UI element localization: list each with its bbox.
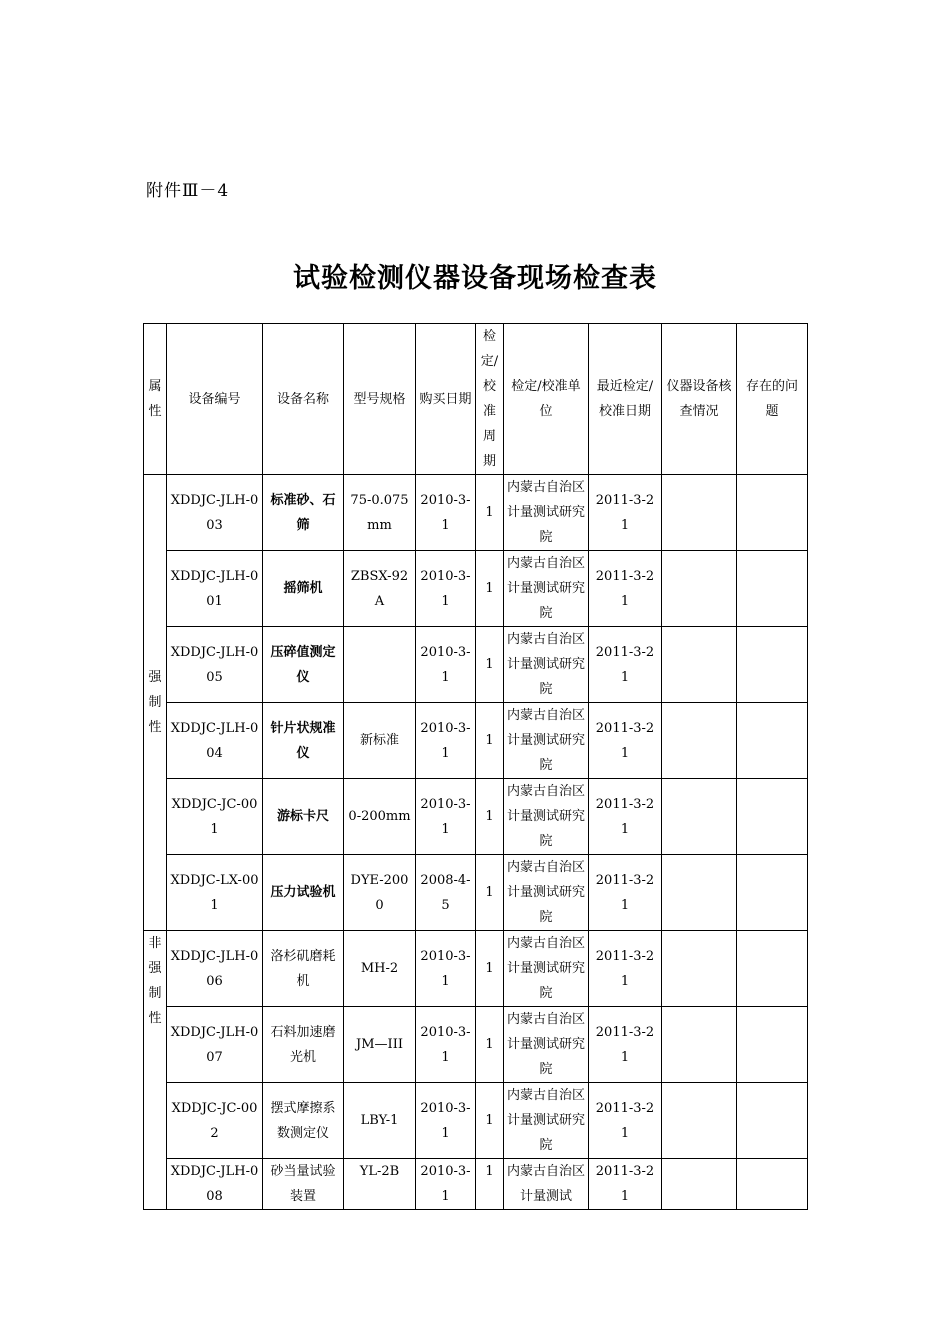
calibration-period: 1 bbox=[476, 1083, 504, 1159]
calibration-unit: 内蒙古自治区计量测试研究院 bbox=[504, 475, 589, 551]
equipment-code: XDDJC-JLH-007 bbox=[167, 1007, 263, 1083]
equipment-code: XDDJC-JLH-001 bbox=[167, 551, 263, 627]
inspection-status bbox=[662, 627, 737, 703]
equipment-name: 游标卡尺 bbox=[263, 779, 344, 855]
header-purchase-date: 购买日期 bbox=[416, 324, 476, 475]
table-body bbox=[144, 324, 808, 1210]
last-calibration-date: 2011-3-21 bbox=[589, 779, 662, 855]
purchase-date: 2010-3-1 bbox=[416, 1083, 476, 1159]
purchase-date: 2010-3-1 bbox=[416, 551, 476, 627]
model-spec: LBY-1 bbox=[344, 1083, 416, 1159]
equipment-code: XDDJC-LX-001 bbox=[167, 855, 263, 931]
equipment-name: 压力试验机 bbox=[263, 855, 344, 931]
model-spec: YL-2B bbox=[344, 1159, 416, 1210]
equipment-name: 摆式摩擦系数测定仪 bbox=[263, 1083, 344, 1159]
calibration-unit: 内蒙古自治区计量测试研究院 bbox=[504, 551, 589, 627]
page-title: 试验检测仪器设备现场检查表 bbox=[293, 263, 657, 294]
problems bbox=[737, 627, 808, 703]
purchase-date: 2008-4-5 bbox=[416, 855, 476, 931]
model-spec: 0-200mm bbox=[344, 779, 416, 855]
header-inspection: 仪器设备核查情况 bbox=[662, 324, 737, 475]
table-row bbox=[144, 855, 808, 931]
calibration-unit: 内蒙古自治区计量测试研究院 bbox=[504, 931, 589, 1007]
model-spec: DYE-2000 bbox=[344, 855, 416, 931]
equipment-name: 摇筛机 bbox=[263, 551, 344, 627]
model-spec: JM—III bbox=[344, 1007, 416, 1083]
equipment-code: XDDJC-JC-002 bbox=[167, 1083, 263, 1159]
calibration-unit: 内蒙古自治区计量测试研究院 bbox=[504, 855, 589, 931]
calibration-period: 1 bbox=[476, 627, 504, 703]
equipment-name: 砂当量试验装置 bbox=[263, 1159, 344, 1210]
header-last-date: 最近检定/校准日期 bbox=[589, 324, 662, 475]
last-calibration-date: 2011-3-21 bbox=[589, 703, 662, 779]
calibration-unit: 内蒙古自治区计量测试研究院 bbox=[504, 627, 589, 703]
header-row bbox=[144, 324, 808, 475]
last-calibration-date: 2011-3-21 bbox=[589, 627, 662, 703]
model-spec: 75-0.075mm bbox=[344, 475, 416, 551]
group-non-mandatory: 非强制性 bbox=[144, 931, 167, 1210]
last-calibration-date: 2011-3-21 bbox=[589, 475, 662, 551]
equipment-code: XDDJC-JLH-006 bbox=[167, 931, 263, 1007]
problems bbox=[737, 931, 808, 1007]
model-spec: MH-2 bbox=[344, 931, 416, 1007]
equipment-name: 石料加速磨光机 bbox=[263, 1007, 344, 1083]
last-calibration-date: 2011-3-21 bbox=[589, 855, 662, 931]
table-row bbox=[144, 1159, 808, 1210]
table-row bbox=[144, 703, 808, 779]
table-row bbox=[144, 779, 808, 855]
problems bbox=[737, 1007, 808, 1083]
calibration-unit: 内蒙古自治区计量测试研究院 bbox=[504, 703, 589, 779]
equipment-code: XDDJC-JC-001 bbox=[167, 779, 263, 855]
table-row bbox=[144, 551, 808, 627]
inspection-table bbox=[143, 323, 808, 1210]
group-mandatory: 强制性 bbox=[144, 475, 167, 931]
last-calibration-date: 2011-3-21 bbox=[589, 551, 662, 627]
last-calibration-date: 2011-3-21 bbox=[589, 1083, 662, 1159]
problems bbox=[737, 1083, 808, 1159]
model-spec: 新标准 bbox=[344, 703, 416, 779]
model-spec: ZBSX-92A bbox=[344, 551, 416, 627]
calibration-period: 1 bbox=[476, 779, 504, 855]
inspection-status bbox=[662, 855, 737, 931]
calibration-period: 1 bbox=[476, 1007, 504, 1083]
purchase-date: 2010-3-1 bbox=[416, 931, 476, 1007]
annex-label: 附件Ⅲ－4 bbox=[146, 181, 230, 201]
problems bbox=[737, 779, 808, 855]
header-problems: 存在的问题 bbox=[737, 324, 808, 475]
problems bbox=[737, 475, 808, 551]
purchase-date: 2010-3-1 bbox=[416, 1007, 476, 1083]
inspection-status bbox=[662, 931, 737, 1007]
last-calibration-date: 2011-3-21 bbox=[589, 931, 662, 1007]
table-row bbox=[144, 1007, 808, 1083]
header-code: 设备编号 bbox=[167, 324, 263, 475]
inspection-status bbox=[662, 779, 737, 855]
calibration-period: 1 bbox=[476, 551, 504, 627]
header-unit: 检定/校准单位 bbox=[504, 324, 589, 475]
purchase-date: 2010-3-1 bbox=[416, 1159, 476, 1210]
purchase-date: 2010-3-1 bbox=[416, 475, 476, 551]
problems bbox=[737, 703, 808, 779]
header-period: 检定/校准周期 bbox=[476, 324, 504, 475]
inspection-status bbox=[662, 551, 737, 627]
equipment-name: 洛杉矶磨耗机 bbox=[263, 931, 344, 1007]
inspection-status bbox=[662, 703, 737, 779]
table-row bbox=[144, 627, 808, 703]
inspection-status bbox=[662, 1083, 737, 1159]
equipment-code: XDDJC-JLH-005 bbox=[167, 627, 263, 703]
last-calibration-date: 2011-3-21 bbox=[589, 1007, 662, 1083]
purchase-date: 2010-3-1 bbox=[416, 703, 476, 779]
last-calibration-date: 2011-3-21 bbox=[589, 1159, 662, 1210]
equipment-code: XDDJC-JLH-003 bbox=[167, 475, 263, 551]
problems bbox=[737, 1159, 808, 1210]
model-spec bbox=[344, 627, 416, 703]
table-row bbox=[144, 1083, 808, 1159]
calibration-period: 1 bbox=[476, 475, 504, 551]
calibration-unit: 内蒙古自治区计量测试研究院 bbox=[504, 1007, 589, 1083]
calibration-period: 1 bbox=[476, 703, 504, 779]
equipment-name: 压碎值测定仪 bbox=[263, 627, 344, 703]
purchase-date: 2010-3-1 bbox=[416, 627, 476, 703]
header-name: 设备名称 bbox=[263, 324, 344, 475]
calibration-period: 1 bbox=[476, 931, 504, 1007]
calibration-period: 1 bbox=[476, 1159, 504, 1210]
equipment-name: 针片状规准仪 bbox=[263, 703, 344, 779]
problems bbox=[737, 855, 808, 931]
table-row bbox=[144, 475, 808, 551]
header-model: 型号规格 bbox=[344, 324, 416, 475]
table-row bbox=[144, 931, 808, 1007]
calibration-unit: 内蒙古自治区计量测试 bbox=[504, 1159, 589, 1210]
calibration-unit: 内蒙古自治区计量测试研究院 bbox=[504, 1083, 589, 1159]
header-attribute: 属性 bbox=[144, 324, 167, 475]
equipment-code: XDDJC-JLH-008 bbox=[167, 1159, 263, 1210]
inspection-status bbox=[662, 1007, 737, 1083]
inspection-status bbox=[662, 475, 737, 551]
equipment-name: 标准砂、石筛 bbox=[263, 475, 344, 551]
calibration-unit: 内蒙古自治区计量测试研究院 bbox=[504, 779, 589, 855]
problems bbox=[737, 551, 808, 627]
purchase-date: 2010-3-1 bbox=[416, 779, 476, 855]
inspection-status bbox=[662, 1159, 737, 1210]
calibration-period: 1 bbox=[476, 855, 504, 931]
equipment-code: XDDJC-JLH-004 bbox=[167, 703, 263, 779]
